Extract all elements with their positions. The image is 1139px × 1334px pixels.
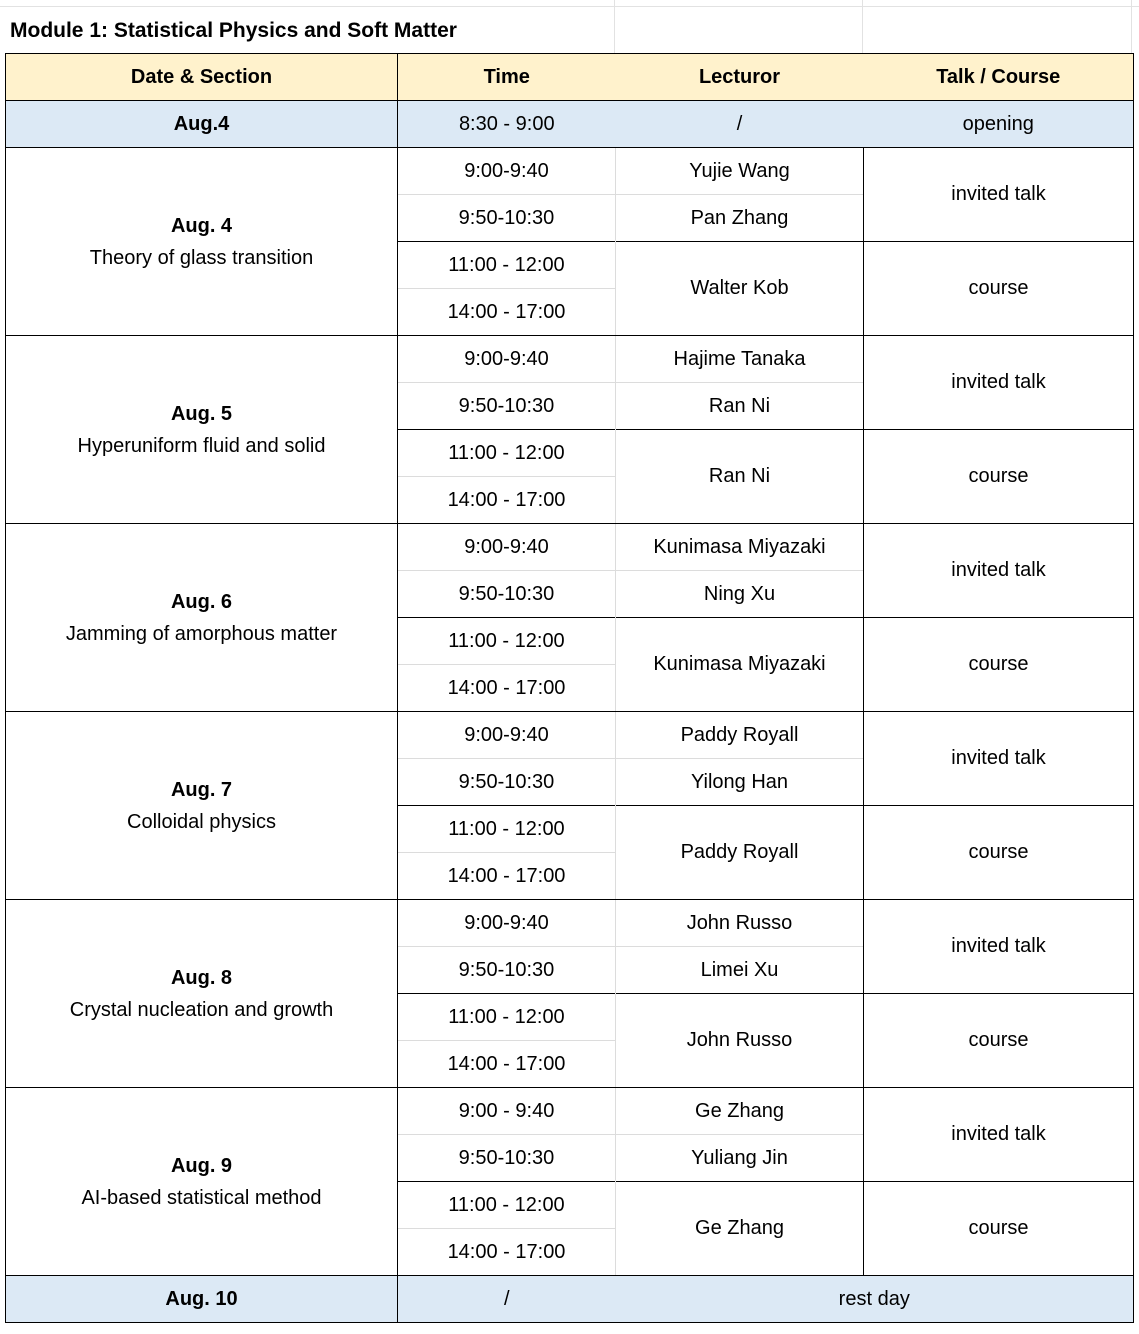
day-section-cell <box>6 1088 398 1276</box>
course-time: 11:00 - 12:00 <box>398 242 616 289</box>
day-section-title: Colloidal physics <box>127 810 276 833</box>
day-date: Aug. 5 <box>170 402 233 425</box>
day-section-cell <box>6 712 398 900</box>
talk-time: 9:50-10:30 <box>398 759 616 806</box>
day-date: Aug. 4 <box>170 214 233 237</box>
rest-date: Aug. 10 <box>6 1276 398 1323</box>
header-talk-course: Talk / Course <box>864 54 1134 101</box>
course-time: 11:00 - 12:00 <box>398 430 616 477</box>
day-row <box>6 712 1134 759</box>
course-type: course <box>864 242 1134 336</box>
talk-lecturer: Paddy Royall <box>616 712 864 759</box>
opening-time: 8:30 - 9:00 <box>398 101 616 148</box>
day-section-title: AI-based statistical method <box>81 1186 322 1209</box>
talk-lecturer: Ge Zhang <box>616 1088 864 1135</box>
talk-time: 9:00-9:40 <box>398 524 616 571</box>
rest-note: rest day <box>616 1276 1134 1323</box>
talk-time: 9:50-10:30 <box>398 571 616 618</box>
talk-type: invited talk <box>864 900 1134 994</box>
rest-day-row <box>6 1276 1134 1323</box>
course-time: 11:00 - 12:00 <box>398 618 616 665</box>
opening-row <box>6 101 1134 148</box>
talk-lecturer: John Russo <box>616 900 864 947</box>
course-lecturer: Paddy Royall <box>616 806 864 900</box>
day-section-title: Hyperuniform fluid and solid <box>77 434 326 457</box>
opening-type: opening <box>864 101 1134 148</box>
course-time: 11:00 - 12:00 <box>398 1182 616 1229</box>
schedule-body <box>6 54 1134 1323</box>
course-type: course <box>864 994 1134 1088</box>
course-time: 11:00 - 12:00 <box>398 806 616 853</box>
course-lecturer: Walter Kob <box>616 242 864 336</box>
talk-type: invited talk <box>864 336 1134 430</box>
talk-time: 9:00-9:40 <box>398 336 616 383</box>
header-date-section: Date & Section <box>6 54 398 101</box>
course-time: 14:00 - 17:00 <box>398 665 616 712</box>
course-type: course <box>864 806 1134 900</box>
course-time: 14:00 - 17:00 <box>398 1041 616 1088</box>
talk-lecturer: Kunimasa Miyazaki <box>616 524 864 571</box>
course-time: 14:00 - 17:00 <box>398 1229 616 1276</box>
day-date: Aug. 6 <box>170 590 233 613</box>
day-section-title: Jamming of amorphous matter <box>65 622 338 645</box>
talk-lecturer: Yuliang Jin <box>616 1135 864 1182</box>
module-title: Module 1: Statistical Physics and Soft Matter <box>10 19 457 42</box>
talk-time: 9:00-9:40 <box>398 712 616 759</box>
header-lecturer: Lecturor <box>616 54 864 101</box>
header-time: Time <box>398 54 616 101</box>
day-row <box>6 148 1134 195</box>
course-lecturer: Ge Zhang <box>616 1182 864 1276</box>
day-section-cell <box>6 524 398 712</box>
talk-type: invited talk <box>864 148 1134 242</box>
day-section-title: Crystal nucleation and growth <box>69 998 334 1021</box>
header-row <box>6 54 1134 101</box>
day-row <box>6 524 1134 571</box>
day-section-cell <box>6 900 398 1088</box>
talk-time: 9:00-9:40 <box>398 148 616 195</box>
talk-lecturer: Limei Xu <box>616 947 864 994</box>
talk-lecturer: Yilong Han <box>616 759 864 806</box>
course-lecturer: Ran Ni <box>616 430 864 524</box>
day-row <box>6 900 1134 947</box>
talk-lecturer: Ran Ni <box>616 383 864 430</box>
talk-lecturer: Yujie Wang <box>616 148 864 195</box>
course-type: course <box>864 618 1134 712</box>
talk-lecturer: Ning Xu <box>616 571 864 618</box>
talk-lecturer: Pan Zhang <box>616 195 864 242</box>
day-row <box>6 1088 1134 1135</box>
talk-lecturer: Hajime Tanaka <box>616 336 864 383</box>
day-date: Aug. 8 <box>170 966 233 989</box>
opening-date: Aug.4 <box>6 101 398 148</box>
day-section-cell <box>6 148 398 336</box>
course-time: 14:00 - 17:00 <box>398 853 616 900</box>
talk-time: 9:50-10:30 <box>398 947 616 994</box>
course-type: course <box>864 430 1134 524</box>
day-section-cell <box>6 336 398 524</box>
day-row <box>6 336 1134 383</box>
course-type: course <box>864 1182 1134 1276</box>
day-date: Aug. 7 <box>170 778 233 801</box>
talk-time: 9:50-10:30 <box>398 1135 616 1182</box>
course-lecturer: John Russo <box>616 994 864 1088</box>
schedule-table <box>5 53 1134 1323</box>
course-time: 14:00 - 17:00 <box>398 477 616 524</box>
talk-type: invited talk <box>864 712 1134 806</box>
rest-time: / <box>398 1276 616 1323</box>
course-time: 14:00 - 17:00 <box>398 289 616 336</box>
talk-time: 9:00-9:40 <box>398 900 616 947</box>
talk-type: invited talk <box>864 524 1134 618</box>
course-lecturer: Kunimasa Miyazaki <box>616 618 864 712</box>
talk-time: 9:00 - 9:40 <box>398 1088 616 1135</box>
opening-lecturer: / <box>616 101 864 148</box>
talk-time: 9:50-10:30 <box>398 195 616 242</box>
day-date: Aug. 9 <box>170 1154 233 1177</box>
talk-type: invited talk <box>864 1088 1134 1182</box>
talk-time: 9:50-10:30 <box>398 383 616 430</box>
day-section-title: Theory of glass transition <box>89 246 314 269</box>
course-time: 11:00 - 12:00 <box>398 994 616 1041</box>
